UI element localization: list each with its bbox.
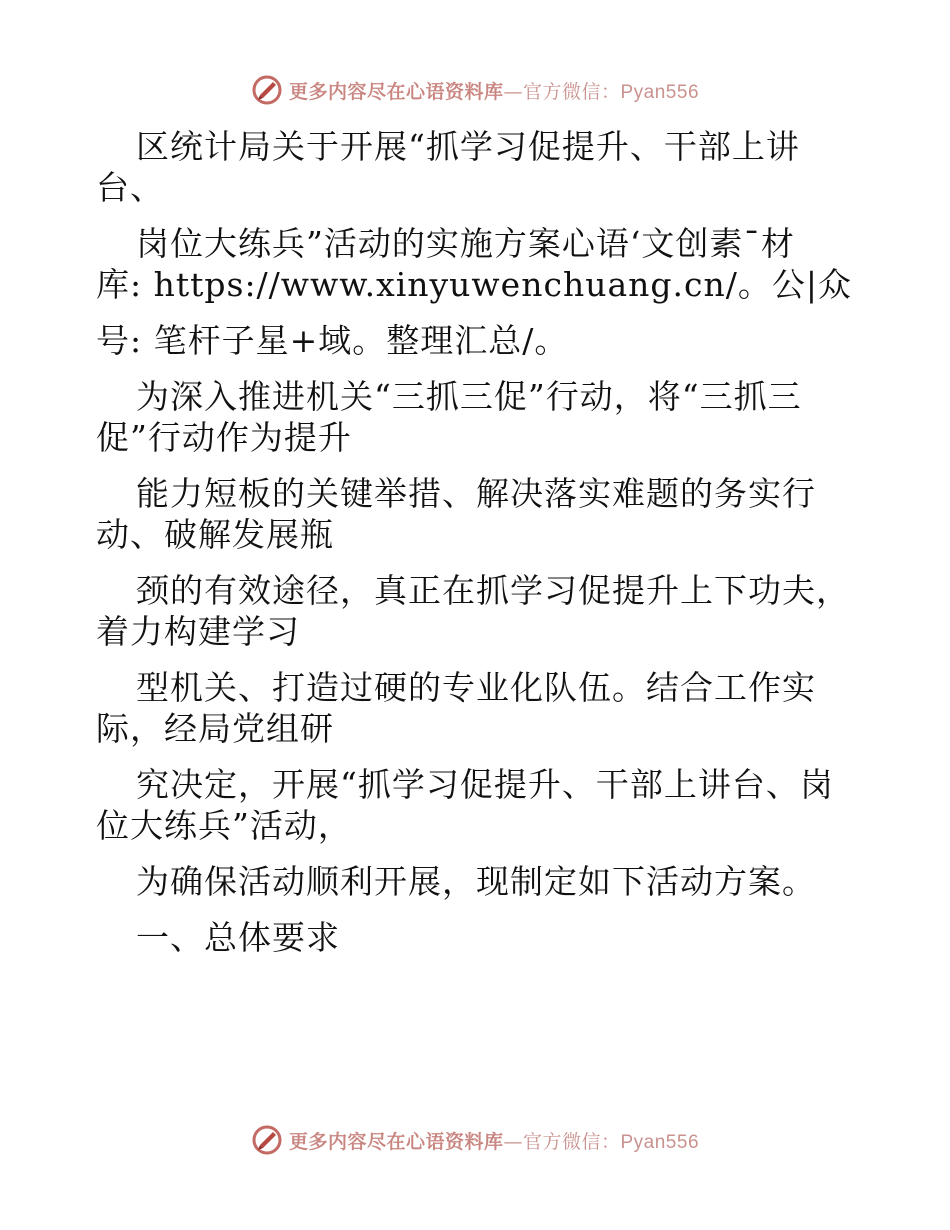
footer-watermark bbox=[0, 1120, 950, 1160]
title-line-1: 区统计局关于开展“抓学习促提升、干部上讲 bbox=[136, 127, 800, 166]
footer-watermark-text bbox=[289, 1127, 699, 1154]
footer-brand: 更多内容尽在心语资料库 bbox=[288, 1130, 504, 1153]
source-line-2: 号: 笔杆子星+域。整理汇总/。 bbox=[96, 321, 569, 360]
paragraph-line-1: 为深入推进机关“三抓三促”行动，将“三抓三 bbox=[136, 377, 802, 416]
source-line-1: 库: https://www.xinyuwenchuang.cn/。公|众 bbox=[96, 265, 852, 304]
paragraph-line-10: 位大练兵”活动， bbox=[96, 806, 352, 845]
paragraph-line-8: 际，经局党组研 bbox=[96, 709, 334, 748]
header-brand: 更多内容尽在心语资料库 bbox=[288, 80, 504, 103]
footer-separator: — bbox=[503, 1130, 523, 1153]
brand-logo-icon bbox=[251, 74, 283, 106]
paragraph-line-7: 型机关、打造过硬的专业化队伍。结合工作实 bbox=[136, 668, 816, 707]
footer-handle: Pyan556 bbox=[620, 1131, 700, 1153]
header-watermark bbox=[0, 70, 950, 110]
document-body bbox=[96, 126, 856, 958]
paragraph-line-4: 动、破解发展瓶 bbox=[96, 515, 334, 554]
paragraph-line-3: 能力短板的关键举措、解决落实难题的务实行 bbox=[136, 474, 816, 513]
paragraph-line-11: 为确保活动顺利开展，现制定如下活动方案。 bbox=[136, 862, 816, 901]
paragraph-line-2: 促”行动作为提升 bbox=[96, 418, 352, 457]
brand-logo-icon bbox=[251, 1124, 283, 1156]
title-line-2: 台、 bbox=[96, 168, 164, 207]
title-line-3: 岗位大练兵”活动的实施方案心语‘文创素¯材 bbox=[136, 224, 795, 263]
footer-suffix: 官方微信： bbox=[522, 1130, 621, 1153]
section-heading: 一、总体要求 bbox=[136, 918, 340, 957]
header-handle: Pyan556 bbox=[620, 81, 700, 103]
header-separator: — bbox=[503, 80, 523, 103]
paragraph-line-6: 着力构建学习 bbox=[96, 612, 300, 651]
header-watermark-text bbox=[289, 77, 699, 104]
paragraph-line-5: 颈的有效途径，真正在抓学习促提升上下功夫， bbox=[136, 571, 850, 610]
header-suffix: 官方微信： bbox=[522, 80, 621, 103]
paragraph-line-9: 究决定，开展“抓学习促提升、干部上讲台、岗 bbox=[136, 765, 834, 804]
